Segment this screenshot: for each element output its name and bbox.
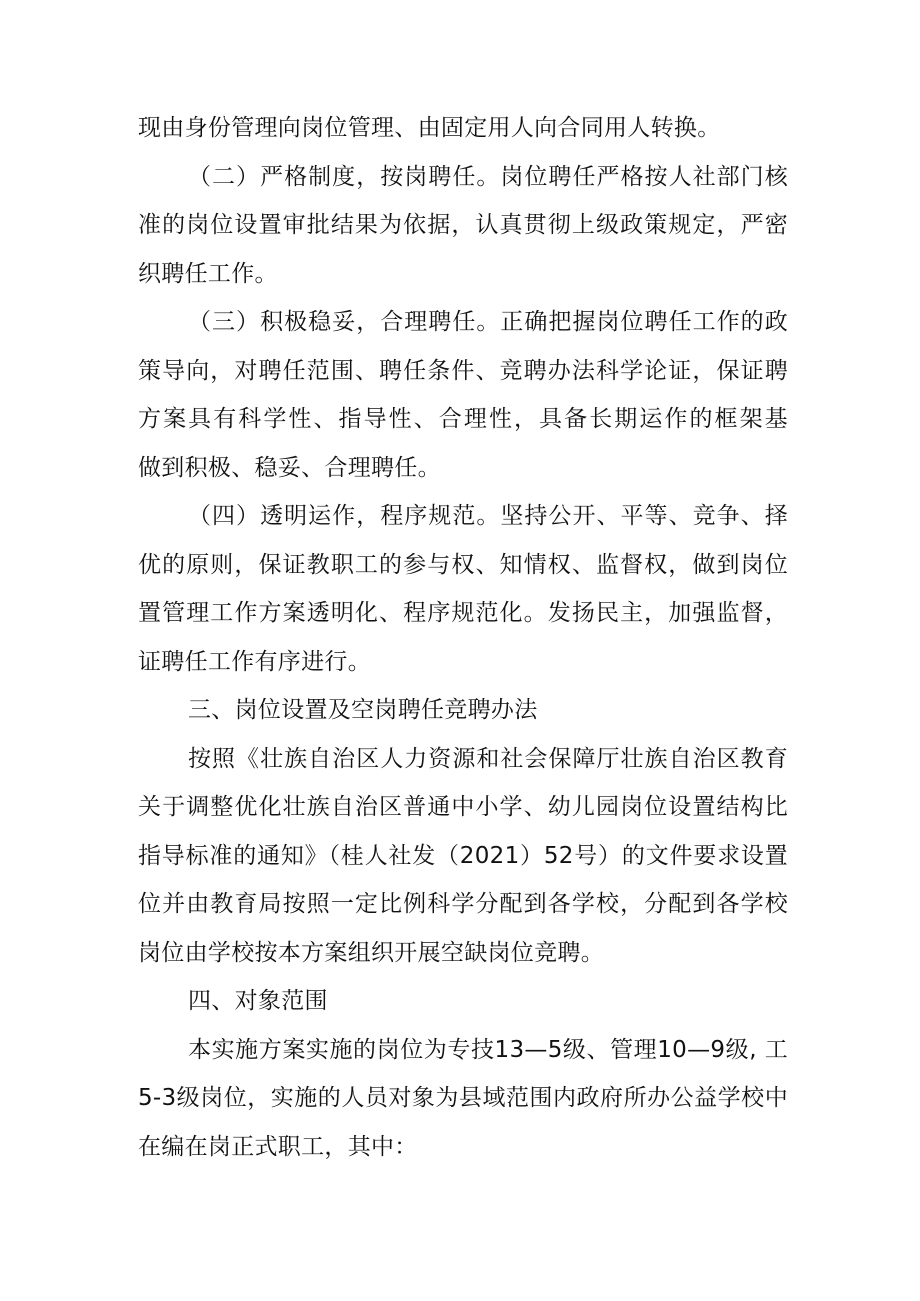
paragraph-line: 岗位由学校按本方案组织开展空缺岗位竞聘。 [138,939,604,966]
paragraph-line: 本实施方案实施的岗位为专技13—5级、管理10—9级, 工 [188,1036,788,1063]
paragraph-line: 按照《壮族自治区人力资源和社会保障厅壮族自治区教育 [188,745,788,772]
paragraph-line: 优的原则，保证教职工的参与权、知情权、监督权，做到岗位 [138,551,788,578]
paragraph-line: （四）透明运作，程序规范。坚持公开、平等、竞争、择 [188,503,788,529]
paragraph-line: （二）严格制度，按岗聘任。岗位聘任严格按人社部门核 [188,163,788,190]
section-heading: 三、岗位设置及空岗聘任竞聘办法 [188,697,538,723]
paragraph-line: 置管理工作方案透明化、程序规范化。发扬民主，加强监督， [138,600,788,626]
paragraph-line: 指导标准的通知》（桂人社发（2021）52号）的文件要求设置 [138,842,788,869]
section-heading: 四、对象范围 [188,988,328,1014]
paragraph-line: 织聘任工作。 [138,260,278,287]
paragraph-line: 准的岗位设置审批结果为依据，认真贯彻上级政策规定，严密 [138,212,788,238]
paragraph-line: （三）积极稳妥，合理聘任。正确把握岗位聘任工作的政 [188,309,788,335]
paragraph-line: 方案具有科学性、指导性、合理性，具备长期运作的框架基 [138,406,788,432]
paragraph-line: 5-3级岗位，实施的人员对象为县域范围内政府所办公益学校中 [138,1085,788,1111]
paragraph-line: 关于调整优化壮族自治区普通中小学、幼儿园岗位设置结构比 [138,794,788,820]
paragraph-line: 证聘任工作有序进行。 [138,648,371,675]
paragraph-line: 在编在岗正式职工，其中： [138,1133,418,1160]
paragraph-line: 策导向，对聘任范围、聘任条件、竞聘办法科学论证，保证聘 [138,357,788,384]
paragraph-line: 做到积极、稳妥、合理聘任。 [138,454,441,481]
paragraph-line: 位并由教育局按照一定比例科学分配到各学校，分配到各学校 [138,891,788,917]
document-body [138,104,788,1171]
paragraph-line: 现由身份管理向岗位管理、由固定用人向合同用人转换。 [138,115,721,141]
